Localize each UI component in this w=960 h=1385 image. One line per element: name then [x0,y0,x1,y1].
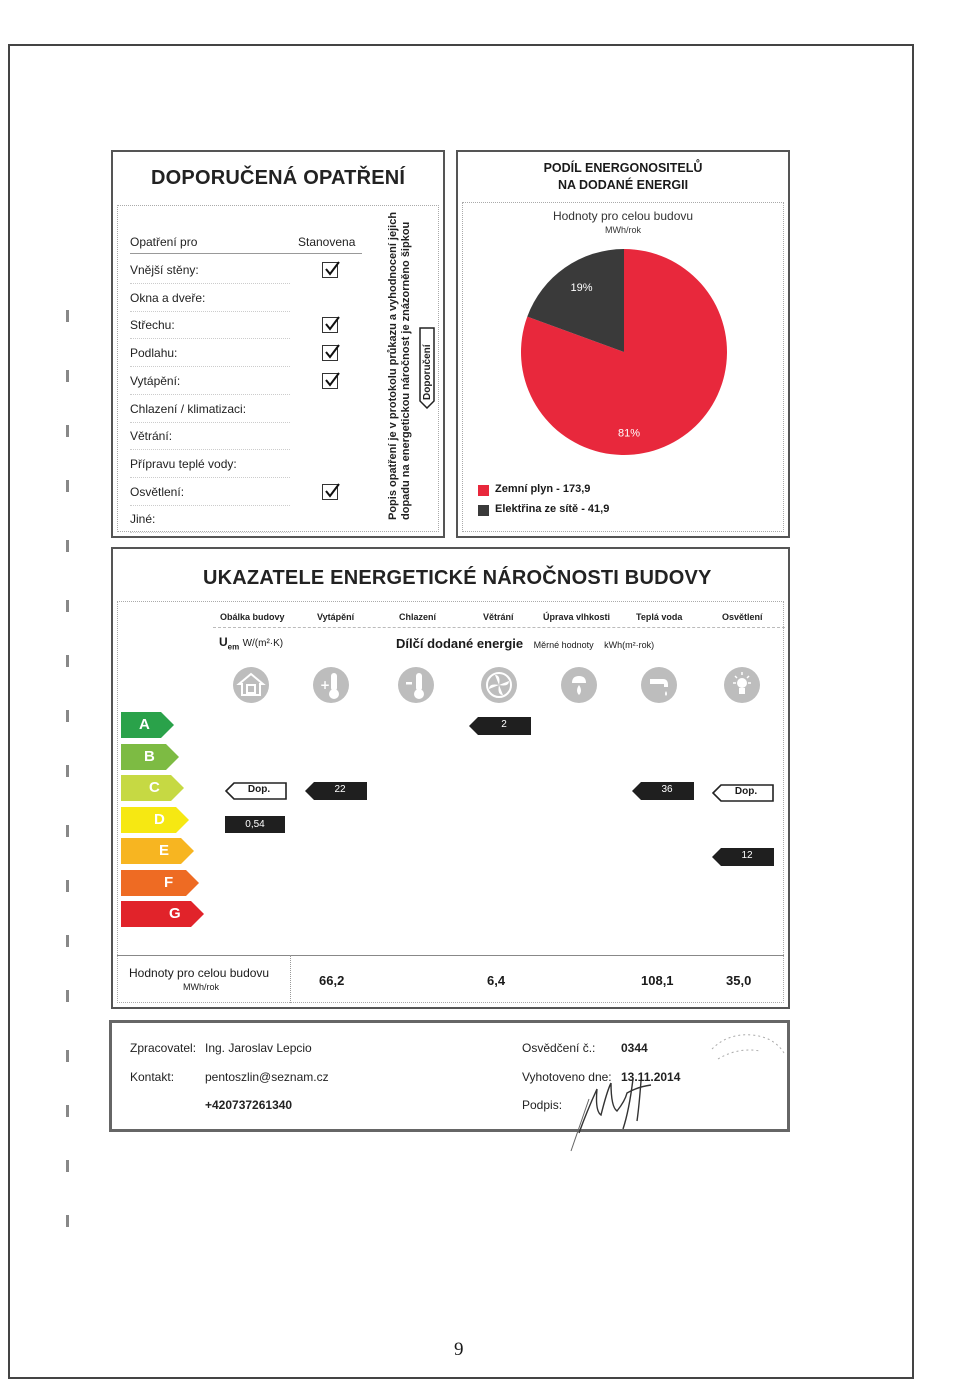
energy-class-a: A [121,712,175,736]
issued-label: Vyhotoveno dne: [522,1070,612,1084]
category-header: Chlazení [399,612,437,622]
lighting-recommendation-marker: Dop. [712,784,774,802]
uem-label: $U_{em}$ W/(m²·K) [219,635,284,652]
energy-pie-chart [458,247,788,507]
measure-checkbox [322,262,338,278]
stamp-mark [708,1029,788,1079]
measure-label: Okna a dveře: [130,290,206,305]
cooling-marker: 2 [469,717,531,735]
share-unit: MWh/rok [605,225,641,235]
legend-swatch [478,485,489,496]
recommended-title: DOPORUČENÁ OPATŘENÍ [151,167,406,189]
total-cooling: 6,4 [487,973,506,988]
category-header: Obálka budovy [220,612,285,622]
hot-water-marker: 36 [632,782,694,800]
share-title: PODÍL ENERGONOSITELŮ NA DODANÉ ENERGII [543,161,703,192]
energy-class-d: D [121,807,190,831]
measure-checkbox [322,317,338,333]
measure-label: Větrání: [130,429,173,444]
contact-phone: +420737261340 [205,1098,293,1112]
envelope-uem-marker: 0,54 [225,816,285,833]
heating-thermometer-icon [313,667,349,703]
pie-percent-label: 81% [618,427,641,440]
ventilation-fan-icon [481,667,517,703]
total-hot-water: 108,1 [641,973,674,988]
category-header: Úprava vlhkosti [543,612,611,622]
lighting-marker: 12 [712,848,774,866]
measure-label: Vytápění: [130,373,181,388]
indicators-panel [111,547,790,1009]
measure-label: Vnější stěny: [130,263,199,277]
category-header: Osvětlení [722,612,763,622]
measure-label: Chlazení / klimatizaci: [130,401,247,416]
legend-label: Zemní plyn - 173,9 [495,483,591,495]
category-header: Vytápění [317,612,355,622]
energy-class-c: C [121,775,185,799]
energy-class-g: G [121,901,205,925]
legend-swatch [478,505,489,516]
measure-label: Podlahu: [130,346,178,361]
recommended-measures-panel [111,150,445,538]
legend-label: Elektřina ze sítě - 41,9 [495,503,610,515]
measure-checkbox [322,484,338,500]
contact-label: Kontakt: [130,1070,175,1084]
svg-text:+: + [320,678,331,692]
measure-checkbox [322,345,338,361]
energy-class-b: B [121,744,180,768]
measure-checkbox [322,373,338,389]
heating-marker: 22 [305,782,367,800]
measure-column-header: Opatření pro [130,235,198,249]
processor-label: Zpracovatel: [130,1041,197,1055]
envelope-recommendation-marker: Dop. [225,782,287,800]
energy-class-e: E [121,838,195,862]
total-lighting: 35,0 [726,973,752,988]
pie-percent-label: 19% [570,282,593,295]
recommendation-arrow-tag: Doporučení [419,327,435,409]
energy-share-panel [456,150,790,538]
share-subtitle: Hodnoty pro celou budovu [552,209,694,223]
measure-label: Přípravu teplé vody: [130,456,237,471]
handwritten-signature [567,1071,677,1141]
measure-label: Osvětlení: [130,484,185,499]
cooling-thermometer-icon [398,667,434,703]
decided-column-header: Stanovena [298,235,356,249]
energy-class-f: F [121,870,200,894]
category-header: Větrání [483,612,514,622]
total-heating: 66,2 [319,973,345,988]
certificate-number: 0344 [621,1041,648,1055]
page-number: 9 [454,1339,464,1360]
issued-date: 13.11.2014 [621,1070,681,1084]
totals-label: Hodnoty pro celou budovu [129,966,270,980]
partial-energy-label: Dílčí dodané energie Měrné hodnoty kWh(m²·rok) [396,636,655,651]
category-header: Teplá voda [636,612,683,622]
hot-water-tap-icon [641,667,677,703]
signature-label: Podpis: [522,1098,563,1112]
certificate-label: Osvědčení č.: [522,1041,596,1055]
processor-name: Ing. Jaroslav Lepcio [205,1041,312,1055]
humidity-icon [561,667,597,703]
issuer-panel [109,1020,790,1132]
lighting-bulb-icon [724,667,760,703]
totals-unit: MWh/rok [183,982,219,992]
side-note: Popis opatření je v protokolu průkazu a vyhodnocení jejich dopadu na energetickou náročnost je znázorněno šipkou [387,211,412,520]
contact-email: pentoszlin@seznam.cz [205,1070,329,1084]
measure-label: Jiné: [130,512,156,527]
house-icon [233,667,269,703]
indicators-title: UKAZATELE ENERGETICKÉ NÁROČNOSTI BUDOVY [203,567,712,589]
measure-label: Střechu: [130,318,175,333]
